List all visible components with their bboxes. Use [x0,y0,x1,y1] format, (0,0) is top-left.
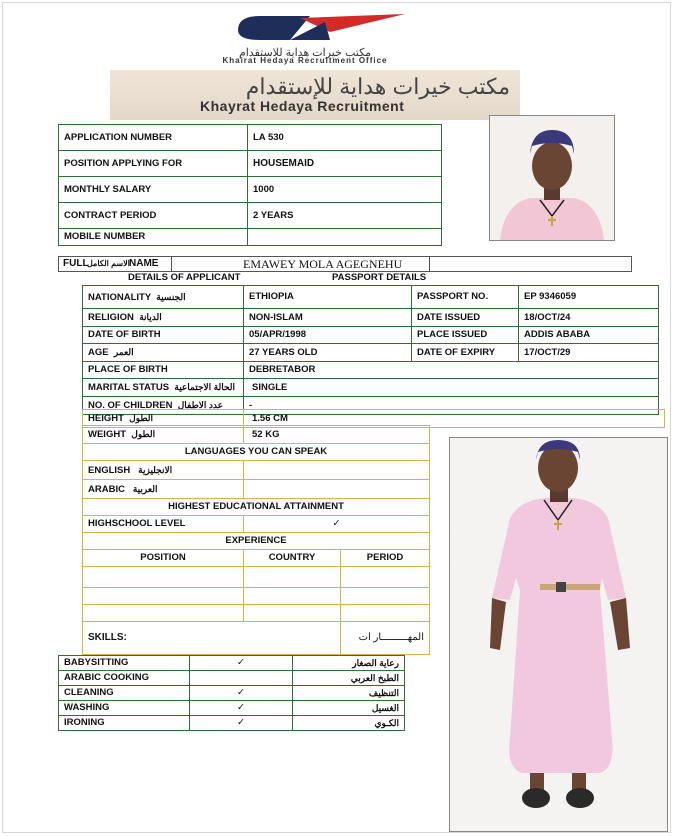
exp-cell [83,605,244,622]
education-title: HIGHEST EDUCATIONAL ATTAINMENT [83,499,430,516]
value-place-issued: ADDIS ABABA [519,327,659,344]
exp-cell [341,567,430,588]
value-nationality: ETHIOPIA [244,286,412,309]
full-name-value: EMAWEY MOLA AGEGNEHU [243,257,403,271]
exp-col-country: COUNTRY [244,550,341,567]
profile-table [82,425,430,655]
passport-header: PASSPORT DETAILS [332,272,427,283]
exp-col-period: PERIOD [341,550,430,567]
skill-en: BABYSITTING [59,656,190,671]
value-passport-no: EP 9346059 [519,286,659,309]
label-passport-no: PASSPORT NO. [412,286,519,309]
applicant-header: DETAILS OF APPLICANT [128,272,241,283]
skill-check-icon: ✓ [190,656,293,671]
logo-english-text: Khairat Hedaya Recruitment Office [222,56,388,65]
divider [171,256,172,272]
skill-en: WASHING [59,701,190,716]
label-mobile: MOBILE NUMBER [59,229,248,246]
label-place-issued: PLACE ISSUED [412,327,519,344]
experience-title: EXPERIENCE [83,533,430,550]
exp-col-position: POSITION [83,550,244,567]
label-salary: MONTHLY SALARY [59,177,248,203]
value-place-of-birth: DEBRETABOR [244,362,659,379]
label-children-ar: عدد الاطفال [177,400,223,410]
label-height-ar: الطول [129,413,153,423]
value-marital: SINGLE [244,379,659,397]
full-body-photo [449,437,668,832]
details-table [82,285,659,415]
label-position: POSITION APPLYING FOR [59,151,248,177]
value-age: 27 YEARS OLD [244,344,412,362]
exp-cell [341,605,430,622]
label-contract: CONTRACT PERIOD [59,203,248,229]
skill-check-icon [190,671,293,686]
label-children: NO. OF CHILDREN [88,400,173,411]
label-age: AGE [88,347,109,358]
label-expiry: DATE OF EXPIRY [412,344,519,362]
divider [429,256,430,272]
exp-cell [83,588,244,605]
label-religion: RELIGION [88,312,134,323]
value-application-number: LA 530 [248,125,442,151]
skill-ar: التنظيف [293,686,405,701]
skill-en: CLEANING [59,686,190,701]
value-english [244,461,430,480]
value-date-issued: 18/OCT/24 [519,309,659,327]
banner-english-text: Khayrat Hedaya Recruitment [200,98,405,114]
label-weight: WEIGHT [88,429,126,440]
skill-en: IRONING [59,716,190,731]
value-expiry: 17/OCT/29 [519,344,659,362]
skills-label-ar: المهـــــــــار ات [341,622,430,655]
label-nationality: NATIONALITY [88,291,151,303]
name-label: NAME [129,258,159,269]
skills-table [58,655,405,731]
skill-ar: رعاية الصغار [293,656,405,671]
label-weight-ar: الطول [131,429,156,439]
label-marital-ar: الحالة الاجتماعية [174,382,236,392]
skill-ar: الغسيل [293,701,405,716]
value-contract: 2 YEARS [248,203,442,229]
languages-title: LANGUAGES YOU CAN SPEAK [83,444,430,461]
portrait-photo [489,115,615,241]
exp-cell [341,588,430,605]
skill-check-icon: ✓ [190,701,293,716]
full-name-arabic-label: الاسم الكامل [87,259,130,268]
label-english-ar: الانجليزية [138,464,173,475]
label-religion-ar: الديانة [139,312,162,322]
value-mobile [248,229,442,246]
value-salary: 1000 [248,177,442,203]
full-name-row [58,256,632,272]
exp-cell [83,567,244,588]
logo-arabic-text: مكتب خيرات هداية للاستقدام [238,47,372,59]
value-children: - [244,397,659,415]
exp-cell [244,588,341,605]
skills-label: SKILLS: [83,622,341,655]
label-nationality-ar: الجنسية [156,291,186,302]
label-arabic: ARABIC [88,483,125,495]
skill-ar: الطبخ العربي [293,671,405,686]
value-religion: NON-ISLAM [244,309,412,327]
banner-arabic-text: مكتب خيرات هداية للإستقدام [245,74,510,99]
value-dob: 05/APR/1998 [244,327,412,344]
skill-en: ARABIC COOKING [59,671,190,686]
value-arabic [244,480,430,499]
education-check-icon: ✓ [244,516,430,533]
label-application-number: APPLICATION NUMBER [59,125,248,151]
label-dob: DATE OF BIRTH [83,327,244,344]
full-label: FULL [63,258,89,269]
divider [59,256,60,272]
education-level: HIGHSCHOOL LEVEL [83,516,244,533]
value-position: HOUSEMAID [248,151,442,177]
label-english: ENGLISH [88,464,131,476]
label-date-issued: DATE ISSUED [412,309,519,327]
label-arabic-ar: العربية [132,483,158,494]
application-table [58,124,442,246]
label-place-of-birth: PLACE OF BIRTH [83,362,244,379]
value-weight: 52 KG [244,426,430,444]
skill-ar: الكـوي [293,716,405,731]
skill-check-icon: ✓ [190,716,293,731]
label-height: HEIGHT [88,413,124,424]
value-height: 1.56 CM [244,410,665,428]
label-marital: MARITAL STATUS [88,382,170,393]
skill-check-icon: ✓ [190,686,293,701]
exp-cell [244,605,341,622]
exp-cell [244,567,341,588]
label-age-ar: العمر [113,347,134,357]
company-logo [230,10,410,46]
